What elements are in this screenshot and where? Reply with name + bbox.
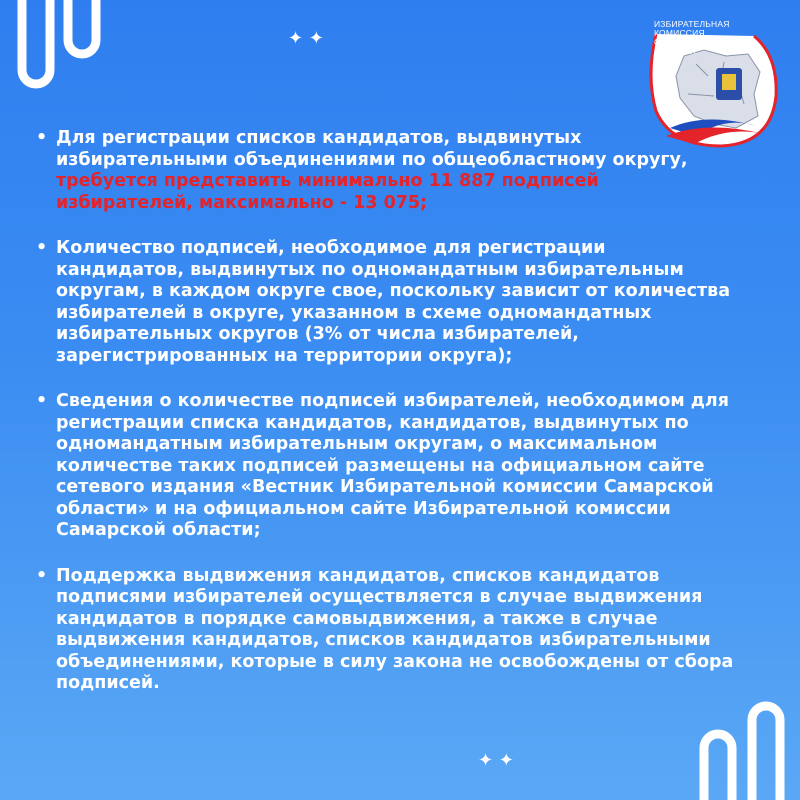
item-text: Поддержка выдвижения кандидатов, списков кандидатов подписями избирателей осуществляется в случае выдвижения кандидатов в порядке самовыдвижения, а также в случае выдвижения кандидатов, списков кандидатов избирательными объединениями, которые в силу закона не освобождены от сбора подписей. <box>56 565 734 693</box>
dotted-line-bottom-right <box>536 756 686 760</box>
list-item <box>36 238 736 367</box>
logo-line: САМАРСКОЙ <box>654 37 710 47</box>
dotted-line-top-left <box>118 27 278 31</box>
bullet-icon: • <box>36 128 48 148</box>
item-highlight: требуется представить минимально 11 887 подписей избирателей, максимально - 13 075; <box>56 171 599 213</box>
list-item <box>36 566 736 695</box>
item-text: Для регистрации списков кандидатов, выдвинутых избирательными объединениями по общеобластному округу, <box>56 128 688 170</box>
decorative-loops-bottom-right <box>690 690 800 800</box>
dotted-line-top-right <box>346 27 496 31</box>
decorative-loops-top-left <box>0 0 120 110</box>
sparkle-icon-top: ✦ ✦ <box>288 28 324 49</box>
logo-title <box>654 20 754 56</box>
sparkle-icon-bottom: ✦ ✦ <box>478 750 514 771</box>
info-list <box>36 128 736 719</box>
item-text: Количество подписей, необходимое для регистрации кандидатов, выдвинутых по одномандатным избирательным округам, в каждом округе свое, поскольку зависит от количества избирателей в округе, указанном в схеме одномандатных избирательных округов (3% от числа избирателей, зарегистрированных на территории округа); <box>56 238 731 366</box>
item-text: Сведения о количестве подписей избирателей, необходимом для регистрации списка кандидатов, кандидатов, выдвинутых по одномандатным избирательным округам, о максимальном количестве таких подписей размещены на официальном сайте сетевого издания «Вестник Избирательной комиссии Самарской области» и на официальном сайте Избирательной комиссии Самарской области; <box>56 391 729 540</box>
bullet-icon: • <box>36 565 48 586</box>
dotted-line-bottom-left-2 <box>300 772 450 776</box>
bullet-icon: • <box>36 391 48 411</box>
dotted-line-top-left-2 <box>118 45 278 49</box>
dotted-line-top-right-2 <box>346 45 496 49</box>
dotted-line-bottom-right-2 <box>536 772 686 776</box>
bullet-icon: • <box>36 238 48 258</box>
list-item <box>36 128 736 214</box>
logo-line: ИЗБИРАТЕЛЬНАЯ <box>654 19 730 29</box>
list-item <box>36 391 736 542</box>
dotted-line-bottom-left <box>300 756 450 760</box>
logo-line: ОБЛАСТИ <box>654 46 696 56</box>
logo-line: КОМИССИЯ <box>654 28 705 38</box>
